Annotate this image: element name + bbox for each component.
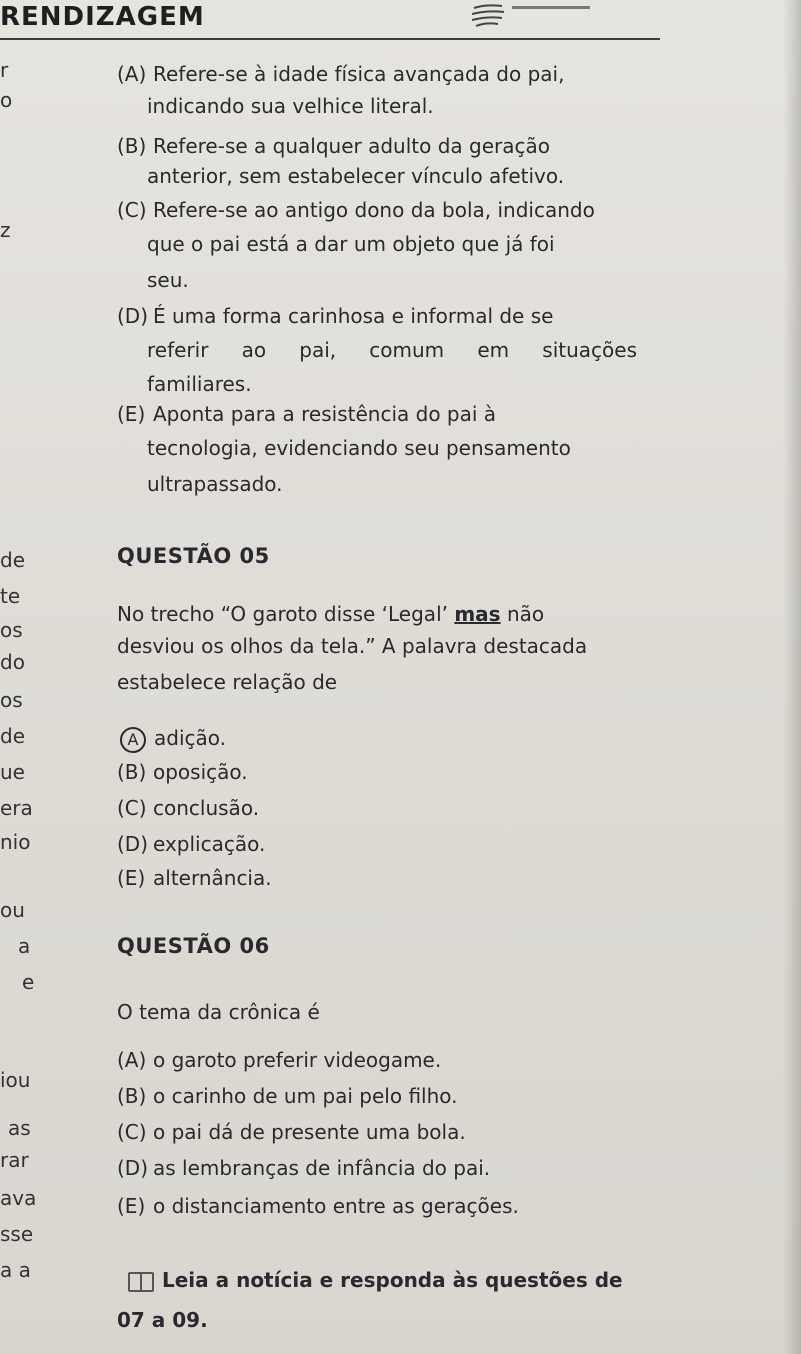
margin-fragment: rar bbox=[0, 1148, 29, 1172]
q04-option-d bbox=[117, 300, 637, 332]
option-text-cont: indicando sua velhice literal. bbox=[147, 94, 434, 118]
instruction-line1: Leia a notícia e responda às questões de bbox=[162, 1268, 623, 1292]
margin-fragment: r bbox=[0, 58, 9, 82]
option-letter: (B) bbox=[117, 760, 147, 784]
option-text-cont: que o pai está a dar um objeto que já foi bbox=[147, 232, 555, 256]
stem-text: não bbox=[506, 602, 545, 626]
margin-fragment: era bbox=[0, 796, 33, 820]
margin-fragment: sse bbox=[0, 1222, 34, 1246]
option-text: Refere-se à idade física avançada do pai, bbox=[153, 62, 565, 86]
option-letter: (D) bbox=[117, 1156, 149, 1180]
margin-fragment: te bbox=[0, 584, 21, 608]
option-text-cont: ultrapassado. bbox=[147, 472, 283, 496]
option-text-cont: tecnologia, evidenciando seu pensamento bbox=[147, 436, 571, 460]
q05-stem-line1 bbox=[117, 598, 544, 630]
margin-fragment: do bbox=[0, 650, 25, 674]
book-icon bbox=[128, 1272, 154, 1292]
option-text-cont: referir ao pai, comum em situações bbox=[147, 338, 637, 362]
margin-fragment: e bbox=[22, 970, 35, 994]
header-divider bbox=[0, 38, 660, 40]
option-text: o carinho de um pai pelo filho. bbox=[153, 1084, 458, 1108]
reading-instruction bbox=[128, 1264, 623, 1296]
margin-fragment: as bbox=[8, 1116, 31, 1140]
margin-fragment: ue bbox=[0, 760, 25, 784]
option-letter: (C) bbox=[117, 1120, 147, 1144]
option-letter: (C) bbox=[117, 198, 147, 222]
option-text: explicação. bbox=[153, 832, 266, 856]
option-text: É uma forma carinhosa e informal de se bbox=[153, 304, 554, 328]
q05-option-a bbox=[120, 722, 640, 754]
q05-option-e bbox=[117, 862, 637, 894]
q06-option-c bbox=[117, 1116, 637, 1148]
margin-fragment: de bbox=[0, 724, 25, 748]
stem-text: No trecho “O garoto disse ‘Legal’ bbox=[117, 602, 448, 626]
option-text: o pai dá de presente uma bola. bbox=[153, 1120, 466, 1144]
margin-fragment: o bbox=[0, 88, 13, 112]
option-text: oposição. bbox=[153, 760, 248, 784]
q05-option-c bbox=[117, 792, 637, 824]
instruction-line2: 07 a 09. bbox=[117, 1308, 208, 1332]
q05-option-d bbox=[117, 828, 637, 860]
option-text: Refere-se ao antigo dono da bola, indicando bbox=[153, 198, 595, 222]
header-title: RENDIZAGEM bbox=[0, 2, 205, 32]
option-text: o garoto preferir videogame. bbox=[153, 1048, 442, 1072]
q04-option-e bbox=[117, 398, 637, 430]
option-text: adição. bbox=[154, 726, 227, 750]
q06-title: QUESTÃO 06 bbox=[117, 934, 270, 958]
option-text-cont: seu. bbox=[147, 268, 189, 292]
q04-option-a bbox=[117, 58, 637, 90]
option-letter: (E) bbox=[117, 866, 146, 890]
q04-option-c bbox=[117, 194, 637, 226]
q06-option-a bbox=[117, 1044, 637, 1076]
option-text-cont: familiares. bbox=[147, 372, 252, 396]
option-letter: (A) bbox=[117, 62, 147, 86]
margin-fragment: ou bbox=[0, 898, 25, 922]
margin-fragment: de bbox=[0, 548, 25, 572]
margin-fragment: a bbox=[18, 934, 31, 958]
q06-option-b bbox=[117, 1080, 637, 1112]
q06-option-d bbox=[117, 1152, 637, 1184]
option-text: Aponta para a resistência do pai à bbox=[153, 402, 497, 426]
option-letter: (B) bbox=[117, 1084, 147, 1108]
option-text: Refere-se a qualquer adulto da geração bbox=[153, 134, 550, 158]
option-letter: (D) bbox=[117, 304, 149, 328]
q05-stem-line3: estabelece relação de bbox=[117, 670, 338, 694]
q04-option-b bbox=[117, 130, 637, 162]
margin-fragment: ava bbox=[0, 1186, 37, 1210]
option-letter: (A) bbox=[117, 1048, 147, 1072]
option-text: conclusão. bbox=[153, 796, 260, 820]
page-edge-shadow bbox=[783, 0, 801, 1354]
margin-fragment: z bbox=[0, 218, 11, 242]
option-letter: (B) bbox=[117, 134, 147, 158]
option-letter: (C) bbox=[117, 796, 147, 820]
option-text: alternância. bbox=[153, 866, 272, 890]
margin-fragment: os bbox=[0, 618, 23, 642]
option-letter: (E) bbox=[117, 1194, 146, 1218]
margin-fragment: nio bbox=[0, 830, 31, 854]
q05-option-b bbox=[117, 756, 637, 788]
option-letter: (E) bbox=[117, 402, 146, 426]
option-text: o distanciamento entre as gerações. bbox=[153, 1194, 519, 1218]
q06-option-e bbox=[117, 1190, 637, 1222]
option-letter: (D) bbox=[117, 832, 149, 856]
q05-stem-line2: desviou os olhos da tela.” A palavra destacada bbox=[117, 634, 588, 658]
highlighted-word: mas bbox=[454, 602, 501, 626]
margin-fragment: os bbox=[0, 688, 23, 712]
q05-title: QUESTÃO 05 bbox=[117, 544, 270, 568]
publisher-logo-icon bbox=[468, 0, 618, 36]
q06-stem: O tema da crônica é bbox=[117, 1000, 320, 1024]
marked-answer-circle: A bbox=[120, 727, 146, 753]
margin-fragment: a a bbox=[0, 1258, 31, 1282]
option-text: as lembranças de infância do pai. bbox=[153, 1156, 491, 1180]
option-text-cont: anterior, sem estabelecer vínculo afetivo. bbox=[147, 164, 565, 188]
margin-fragment: iou bbox=[0, 1068, 31, 1092]
